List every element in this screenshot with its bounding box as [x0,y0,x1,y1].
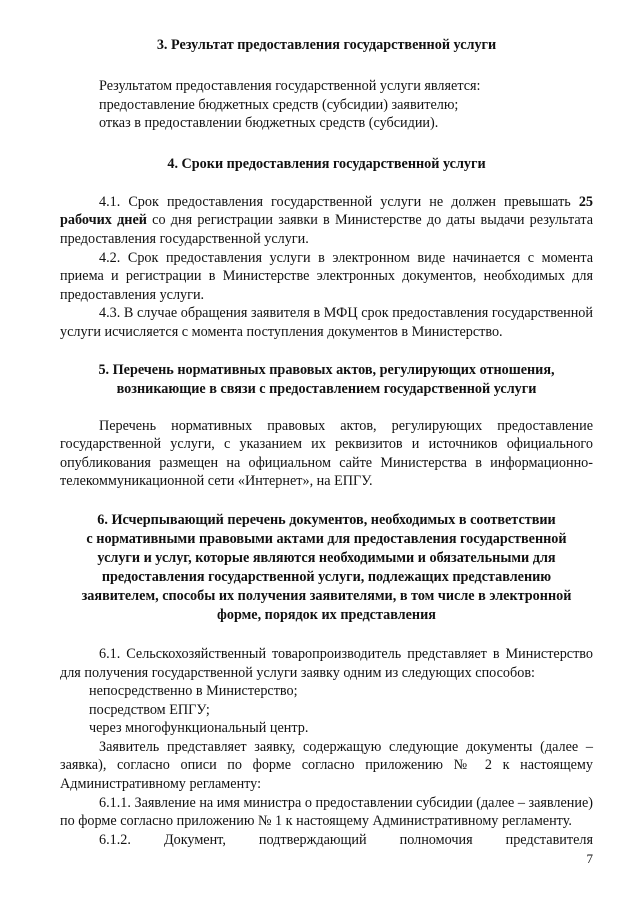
section-4-paragraph-1 [60,193,593,249]
section-6-heading-line-6: форме, порядок их представления [217,606,436,623]
submission-method-1: непосредственно в Министерство; [89,683,298,700]
section-4-paragraph-1-end: со дня регистрации заявки в Министерстве до даты выдачи результата предоставления государственной услуги. [60,212,593,247]
section-6-paragraph-1: 6.1. Сельскохозяйственный товаропроизводитель представляет в Министерство для получения государственной услуги заявку одним из следующих способов: [60,645,593,681]
section-6-heading-line-4: предоставления государственной услуги, подлежащих представлению [101,568,552,585]
section-5-heading-line-2: возникающие в связи с предоставлением государственной услуги [116,380,537,397]
section-5-paragraph-1: Перечень нормативных правовых актов, регулирующих предоставление государственной услуги, с указанием их реквизитов и источников официального опубликования размещен на официальном сайте Министерства в информационно-телекоммуникационной сети «Интернет», на ЕПГУ. [60,417,593,490]
section-5 [60,361,593,491]
section-3-heading: 3. Результат предоставления государственной услуги [156,37,497,53]
section-4-paragraph-1-start: 4.1. Срок предоставления государственной услуги не должен превышать [99,193,579,210]
section-6 [60,511,593,850]
section-4 [60,155,593,342]
deadline-emphasis: 25 рабочих дней [60,193,593,229]
section-3-line-2: предоставление бюджетных средств (субсидии) заявителю; [99,96,459,113]
section-4-paragraph-2: 4.2. Срок предоставления услуги в электронном виде начинается с момента приема и регистрации в Министерстве электронных документов, необходимых для предоставления услуги. [60,249,593,303]
section-6-paragraph-3: 6.1.1. Заявление на имя министра о предоставлении субсидии (далее – заявление) по форме согласно приложению № 1 к настоящему Административному регламенту. [60,794,593,830]
section-6-heading-line-3: услуги и услуг, которые являются необходимыми и обязательными для [97,549,556,566]
section-3-line-3: отказ в предоставлении бюджетных средств (субсидии). [99,115,439,132]
document-page [60,36,593,849]
section-6-paragraph-2: Заявитель представляет заявку, содержащую следующие документы (далее – заявка), согласно описи по форме согласно приложению № 2 к настоящему Административному регламенту: [60,738,593,793]
submission-method-2: посредством ЕПГУ; [89,701,210,718]
section-3-line-1: Результатом предоставления государственной услуги является: [99,78,481,94]
section-4-paragraph-3: 4.3. В случае обращения заявителя в МФЦ срок предоставления государственной услуги исчисляется с момента поступления документов в Министерство. [60,305,593,340]
section-6-heading-line-5: заявителем, способы их получения заявителями, в том числе в электронной [81,587,572,604]
section-6-heading-line-2: с нормативными правовыми актами для предоставления государственной [86,530,567,547]
section-4-heading: 4. Сроки предоставления государственной услуги [167,155,486,172]
submission-method-3: через многофункциональный центр. [89,720,309,737]
section-6-paragraph-4: 6.1.2. Документ, подтверждающий полномочия представителя [99,831,593,848]
section-3 [60,36,593,133]
section-5-heading-line-1: 5. Перечень нормативных правовых актов, регулирующих отношения, [98,361,555,378]
page-number: 7 [586,851,593,866]
section-6-heading-line-1: 6. Исчерпывающий перечень документов, необходимых в соответствии [97,511,556,528]
